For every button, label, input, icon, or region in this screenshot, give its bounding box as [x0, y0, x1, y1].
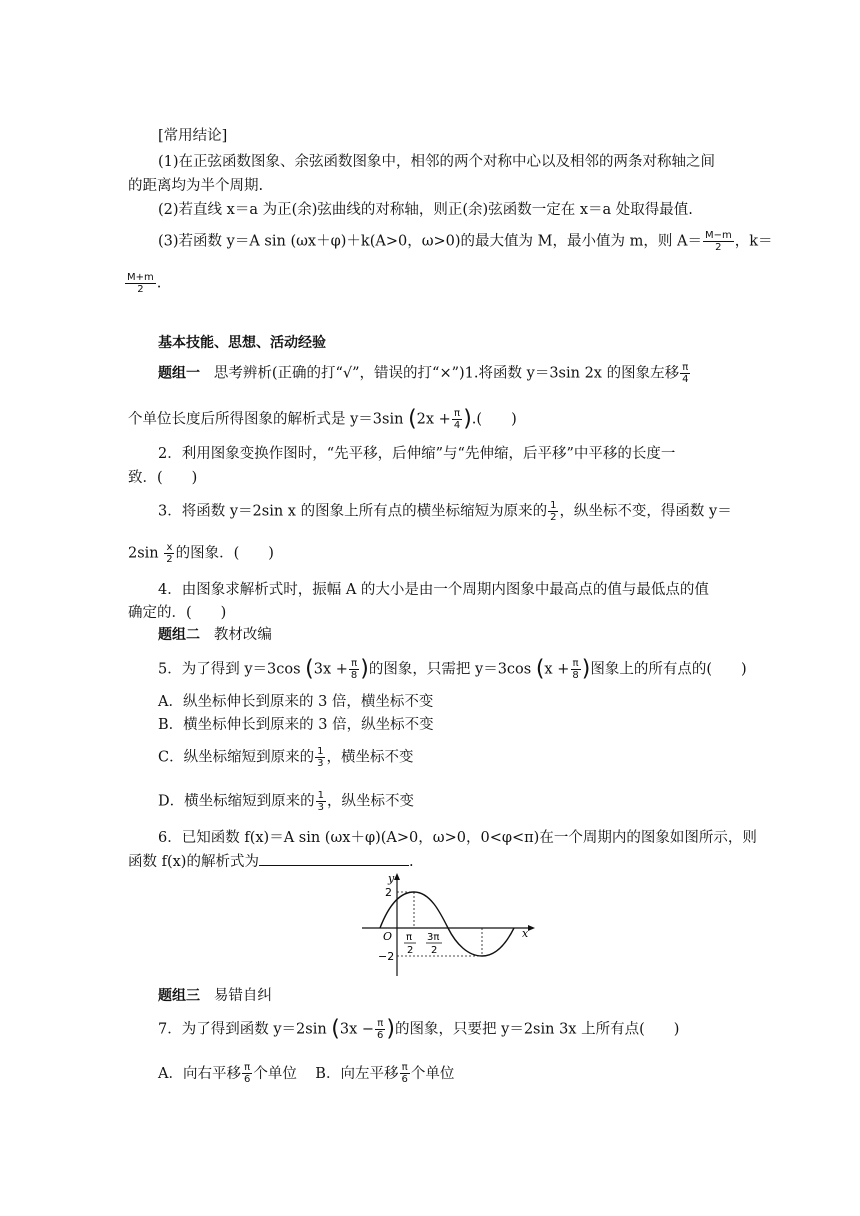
tick-pi-num: π — [406, 932, 413, 943]
conclusion-3 — [158, 230, 773, 253]
tick-3pi-num: 3π — [427, 932, 440, 943]
tick-3pi-den: 2 — [431, 945, 438, 956]
question-6-line-a: 6．已知函数 f(x)＝A sin (ωx＋φ)(A>0，ω>0，0<φ<π)在一个周期内的图象如图所示，则 — [158, 830, 757, 846]
answer-blank[interactable] — [259, 851, 409, 866]
conclusion-3-text: (3)若函数 y＝A sin (ωx＋φ)＋k(A>0，ω>0)的最大值为 M，最小值为 m，则 A＝ — [158, 233, 702, 250]
tick-min: −2 — [378, 950, 395, 963]
question-5: 5．为了得到 y＝3cos (3x + $\frac{\pi}{8}$ )的图象，只需把 y＝3cos (x + $\frac{\pi}{8}$ )图象上的所有点的( ) — [158, 656, 747, 682]
conclusion-1-line-b: 的距离均为半个周期. — [128, 178, 264, 194]
fraction-x-2: $\frac{x}{2}$ — [166, 542, 173, 565]
question-7-options — [158, 1062, 454, 1085]
conclusion-2: (2)若直线 x＝a 为正(余)弦曲线的对称轴，则正(余)弦函数一定在 x＝a 处取得最值. — [158, 202, 693, 218]
question-5-option-d: D．横坐标缩短到原来的 $\frac{1}{3}$ ，纵坐标不变 — [158, 790, 414, 813]
group-3-label: 题组三 — [158, 988, 200, 1004]
conclusion-3-mid: ，k＝ — [734, 233, 773, 250]
question-4-line-b: 确定的．( ) — [128, 605, 227, 621]
x-axis-label: x — [522, 927, 529, 940]
tick-pi-den: 2 — [407, 945, 414, 956]
question-3-line-a: 3．将函数 y＝2sin x 的图象上所有点的横坐标缩短为原来的 $\frac{1}{2}$ ，纵坐标不变，得函数 y＝ — [158, 500, 732, 523]
group-1-line-a: 题组一 思考辨析(正确的打“√”，错误的打“×”)1.将函数 y＝3sin 2x 的图象左移 $\frac{\pi}{4}$ — [158, 362, 689, 385]
conclusion-3-line-b: $\frac{M+m}{2}$ . — [127, 272, 162, 295]
origin-label: O — [383, 930, 393, 943]
question-7-option-b: B．向左平移 $\frac{\pi}{6}$ 个单位 — [315, 1062, 455, 1085]
question-4-line-a: 4．由图象求解析式时，振幅 A 的大小是由一个周期内图象中最高点的值与最低点的值 — [158, 582, 709, 598]
tick-max: 2 — [385, 886, 392, 899]
question-7-option-a: A．向右平移 $\frac{\pi}{6}$ 个单位 — [158, 1062, 297, 1085]
question-6-line-b: 函数 f(x)的解析式为 . — [128, 851, 414, 872]
x-axis-arrow-icon — [528, 925, 535, 931]
fraction-k: $\frac{M+m}{2}$ — [127, 272, 154, 295]
question-5-option-c: C．纵坐标缩短到原来的 $\frac{1}{3}$ ，横坐标不变 — [158, 746, 414, 769]
group-2-heading: 题组二 教材改编 — [158, 627, 272, 643]
y-axis-label: y — [388, 872, 395, 885]
skills-title: 基本技能、思想、活动经验 — [158, 335, 326, 351]
sine-curve — [380, 892, 514, 956]
sine-graph — [358, 872, 538, 980]
question-5-option-b: B．横坐标伸长到原来的 3 倍，纵坐标不变 — [158, 717, 434, 733]
group-1-line-b: 个单位长度后所得图象的解析式是 y＝3sin (2x + $\frac{\pi}{4}$ ).( ) — [128, 406, 517, 432]
fraction-pi-4: $\frac{\pi}{4}$ — [682, 362, 689, 385]
conclusion-1-line-a: (1)在正弦函数图象、余弦函数图象中，相邻的两个对称中心以及相邻的两条对称轴之间 — [158, 154, 716, 170]
group-2-label: 题组二 — [158, 627, 200, 643]
question-2-line-b: 致．( ) — [128, 470, 198, 486]
conclusions-header: [常用结论] — [158, 128, 228, 144]
fraction-a: $\frac{M-m}{2}$ — [704, 230, 732, 253]
group-3-heading: 题组三 易错自纠 — [158, 988, 272, 1004]
question-5-option-a: A．纵坐标伸长到原来的 3 倍，横坐标不变 — [158, 694, 434, 710]
fraction-half: $\frac{1}{2}$ — [550, 500, 557, 523]
question-7: 7．为了得到函数 y＝2sin (3x − $\frac{\pi}{6}$ )的图象，只要把 y＝2sin 3x 上所有点( ) — [158, 1016, 680, 1042]
group-1-label: 题组一 — [158, 365, 200, 382]
question-2-line-a: 2．利用图象变换作图时，“先平移，后伸缩”与“先伸缩，后平移”中平移的长度一 — [158, 446, 676, 462]
y-axis-arrow-icon — [394, 873, 400, 880]
question-3-line-b: 2sin $\frac{x}{2}$ 的图象．( ) — [128, 542, 274, 565]
